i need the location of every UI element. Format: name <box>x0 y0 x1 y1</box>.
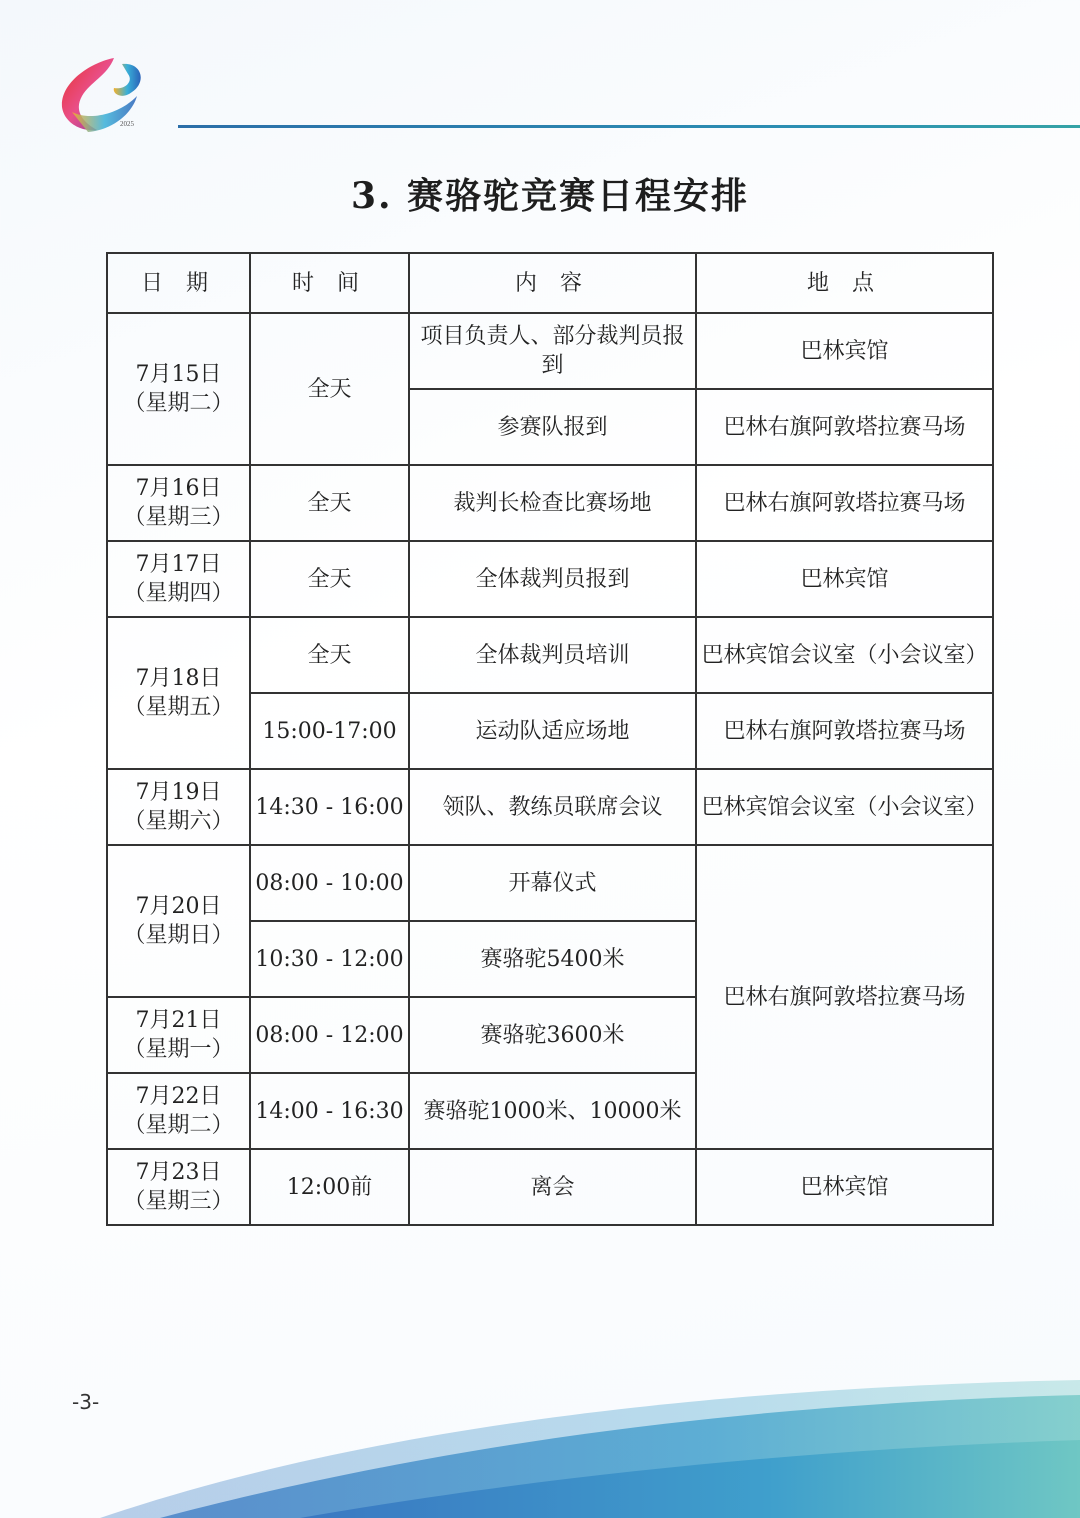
weekday-text: （星期二） <box>123 391 234 416</box>
place-cell: 巴林宾馆会议室（小会议室） <box>696 769 993 845</box>
time-cell: 全天 <box>250 465 409 541</box>
date-cell <box>107 997 250 1073</box>
content-cell: 赛骆驼3600米 <box>409 997 696 1073</box>
date-cell <box>107 313 250 465</box>
date-cell <box>107 845 250 997</box>
weekday-text: （星期日） <box>123 923 234 948</box>
weekday-text: （星期三） <box>123 505 234 530</box>
header-divider <box>178 125 1080 128</box>
page-number: -3- <box>72 1390 100 1414</box>
place-cell: 巴林宾馆 <box>696 541 993 617</box>
header-time: 时 间 <box>250 253 409 313</box>
content-cell: 参赛队报到 <box>409 389 696 465</box>
table-row <box>107 845 993 921</box>
date-cell <box>107 1073 250 1149</box>
place-cell: 巴林右旗阿敦塔拉赛马场 <box>696 389 993 465</box>
decorative-wave <box>0 1360 1080 1518</box>
time-cell: 15:00-17:00 <box>250 693 409 769</box>
place-cell: 巴林宾馆会议室（小会议室） <box>696 617 993 693</box>
table-row <box>107 465 993 541</box>
table-row <box>107 1149 993 1225</box>
time-cell: 10:30 - 12:00 <box>250 921 409 997</box>
table-row <box>107 313 993 389</box>
date-text: 7月19日 <box>135 780 222 805</box>
weekday-text: （星期四） <box>123 581 234 606</box>
place-cell: 巴林右旗阿敦塔拉赛马场 <box>696 465 993 541</box>
date-cell <box>107 465 250 541</box>
content-cell: 运动队适应场地 <box>409 693 696 769</box>
date-text: 7月17日 <box>135 552 222 577</box>
date-cell <box>107 1149 250 1225</box>
event-logo <box>52 52 182 142</box>
content-cell: 赛骆驼5400米 <box>409 921 696 997</box>
weekday-text: （星期一） <box>123 1037 234 1062</box>
content-cell: 赛骆驼1000米、10000米 <box>409 1073 696 1149</box>
time-cell: 08:00 - 12:00 <box>250 997 409 1073</box>
time-cell: 全天 <box>250 313 409 465</box>
content-cell: 全体裁判员培训 <box>409 617 696 693</box>
weekday-text: （星期二） <box>123 1113 234 1138</box>
header-date: 日 期 <box>107 253 250 313</box>
place-cell: 巴林右旗阿敦塔拉赛马场 <box>696 693 993 769</box>
weekday-text: （星期三） <box>123 1189 234 1214</box>
time-cell: 全天 <box>250 617 409 693</box>
header-place: 地 点 <box>696 253 993 313</box>
table-row <box>107 769 993 845</box>
weekday-text: （星期五） <box>123 695 234 720</box>
date-cell <box>107 617 250 769</box>
table-row <box>107 617 993 693</box>
time-cell: 14:30 - 16:00 <box>250 769 409 845</box>
date-text: 7月22日 <box>135 1084 222 1109</box>
table-header-row <box>107 253 993 313</box>
content-cell: 领队、教练员联席会议 <box>409 769 696 845</box>
weekday-text: （星期六） <box>123 809 234 834</box>
header-content: 内 容 <box>409 253 696 313</box>
schedule-table <box>106 252 994 1226</box>
content-cell: 开幕仪式 <box>409 845 696 921</box>
date-text: 7月16日 <box>135 476 222 501</box>
date-text: 7月23日 <box>135 1160 222 1185</box>
time-cell: 08:00 - 10:00 <box>250 845 409 921</box>
date-text: 7月15日 <box>135 362 222 387</box>
place-cell: 巴林宾馆 <box>696 1149 993 1225</box>
content-cell: 裁判长检查比赛场地 <box>409 465 696 541</box>
table-row <box>107 541 993 617</box>
date-text: 7月20日 <box>135 894 222 919</box>
date-text: 7月18日 <box>135 666 222 691</box>
page-title: 3. 赛骆驼竞赛日程安排 <box>350 175 750 217</box>
time-cell: 12:00前 <box>250 1149 409 1225</box>
content-cell: 离会 <box>409 1149 696 1225</box>
time-cell: 14:00 - 16:30 <box>250 1073 409 1149</box>
time-cell: 全天 <box>250 541 409 617</box>
place-cell: 巴林宾馆 <box>696 313 993 389</box>
content-cell: 全体裁判员报到 <box>409 541 696 617</box>
date-cell <box>107 769 250 845</box>
place-cell: 巴林右旗阿敦塔拉赛马场 <box>696 845 993 1149</box>
date-cell <box>107 541 250 617</box>
logo-year: 2025 <box>120 120 134 128</box>
content-cell: 项目负责人、部分裁判员报到 <box>409 313 696 389</box>
date-text: 7月21日 <box>135 1008 222 1033</box>
